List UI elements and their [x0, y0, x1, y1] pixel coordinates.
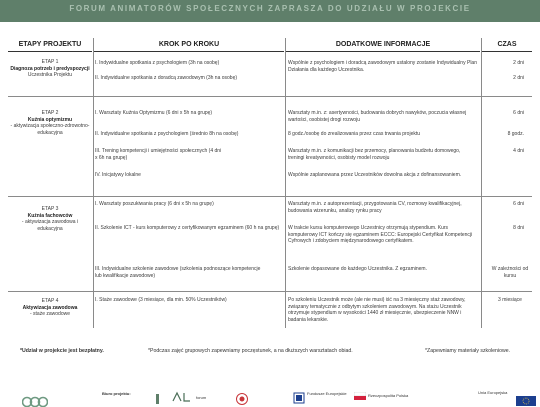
- red-emblem-icon: [236, 393, 248, 405]
- time-value: 6 dni: [513, 201, 524, 207]
- column-header-time: CZAS: [482, 38, 532, 52]
- stage-number: ETAP 2: [41, 110, 59, 116]
- column-header-stages: ETAPY PROJEKTU: [8, 38, 92, 52]
- stage-subtitle: - aktywizacja społeczno-zdrowotno- edukacyjna: [10, 123, 90, 136]
- info-text: Warsztaty m.in. z autoprezentacji, przygotowania CV, rozmowy kwalifikacyjnej, budowania wizerunku, analizy rynku pracy: [288, 201, 462, 214]
- row-separator: [8, 96, 532, 97]
- eu-funds-icon: [293, 392, 305, 404]
- step-text: II. Indywidualne spotkania z psychologiem (średnio 8h na osobę): [95, 131, 239, 137]
- rp-text: Rzeczpospolita Polska: [368, 393, 409, 398]
- footnote-materials: *Zapewniamy materiały szkoleniowe.: [425, 348, 511, 354]
- stage-3-cell: [10, 206, 90, 232]
- time-value: 6 dni: [513, 110, 524, 116]
- step-text: I. Staże zawodowe (3 miesiące, dla min. 50% Uczestników): [95, 297, 227, 303]
- info-text: Warsztaty m.in. z: asertywności, budowania dobrych nawyków, poczucia własnej wartości, osobistej drogi rozwoju: [288, 110, 467, 123]
- row-separator: [8, 196, 532, 197]
- polish-flag-icon: [354, 392, 366, 400]
- stage-title: Kuźnia optymizmu: [27, 116, 73, 123]
- info-text: 8 godz./osobę do zrealizowania przez czas trwania projektu: [288, 131, 421, 137]
- stage-number: ETAP 3: [41, 206, 59, 212]
- column-divider: [481, 38, 482, 328]
- eu-flag-icon: [516, 396, 536, 406]
- step-text: I. Warsztaty poszukiwania pracy (6 dni x 5h na grupę): [95, 201, 214, 207]
- time-value: 2 dni: [513, 60, 524, 66]
- stage-title: Diagnoza potrzeb i predyspozycji: [10, 65, 90, 72]
- eu-funds-text: Fundusze Europejskie: [307, 391, 347, 396]
- footnote-catering: *Podczas zajęć grupowych zapewniamy poczęstunek, a na dłuższych warsztatach obiad.: [148, 348, 353, 354]
- column-divider: [93, 38, 94, 328]
- stage-1-cell: [10, 59, 90, 79]
- info-text: W trakcie kursu komputerowego Uczestnicy otrzymują stypendium. Kurs komputerowy ICT kończy się egzaminem ECCC: Europejski Certyfikat Kompetencji Cyfrowych i zdobyciem międzynarodowego certyfikatem.: [288, 225, 473, 245]
- divider-bar-icon: [156, 394, 159, 404]
- stage-subtitle: Uczestnika Projektu: [27, 72, 73, 79]
- footnote-free: *Udział w projekcie jest bezpłatny.: [20, 348, 104, 354]
- step-text: III. Indywidualne szkolenie zawodowe (szkolenia podnoszące kompetencje lub kwalifikacje zawodowe): [95, 266, 261, 279]
- info-text: Wspólnie z psychologiem i doradcą zawodowym ustalony zostanie Indywidualny Plan Działania dla każdego Uczestnika.: [288, 60, 477, 73]
- banner-title: FORUM ANIMATORÓW SPOŁECZNYCH ZAPRASZA DO UDZIAŁU W PROJEKCIE: [69, 4, 471, 13]
- info-text: Szkolenie dopasowane do każdego Uczestnika. Z egzaminem.: [288, 266, 427, 272]
- stage-title: Kuźnia fachowców: [27, 212, 73, 219]
- info-text: Warsztaty m.in. z komunikacji bez przemocy, planowania budżetu domowego, treningi kreatywności, osobisty model rozwoju: [288, 148, 461, 161]
- forum-logo-icon: [172, 391, 194, 403]
- footnotes: [0, 348, 540, 358]
- stage-number: ETAP 4: [41, 298, 59, 304]
- step-text: IV. Inicjatywy lokalne: [95, 172, 141, 178]
- info-text: Wspólnie zaplanowana przez Uczestników dowolna akcja z dofinansowaniem.: [288, 172, 462, 178]
- time-value: W zależności od kursu: [491, 266, 529, 279]
- column-header-steps: KROK PO KROKU: [94, 38, 284, 52]
- stage-subtitle: - staże zawodowe: [29, 311, 71, 318]
- step-text: II. Szkolenie ICT - kurs komputerowy z certyfikowanym egzaminem (60 h na grupę): [95, 225, 280, 231]
- time-value: 4 dni: [513, 148, 524, 154]
- stage-4-cell: [10, 298, 90, 318]
- step-text: III. Trening kompetencji i umiejętności społecznych (4 dni x 6h na grupę): [95, 148, 222, 161]
- info-text: Po szkoleniu Uczestnik może (ale nie musi) iść na 3 miesięczny staż zawodowy, związany tematycznie z odbytym szkoleniem zawodowym. Na stażu Uczestnik otrzymuje stypendium w wysokości 1440 zł miesięcznie, ubezpieczenie NNW i badania lekarskie.: [288, 297, 466, 323]
- step-text: I. Warsztaty Kuźnia Optymizmu (6 dni x 5h na grupę): [95, 110, 213, 116]
- stage-2-cell: [10, 110, 90, 136]
- stage-title: Aktywizacja zawodowa: [22, 304, 78, 311]
- step-text: II. Indywidualne spotkania z doradcą zawodowym (3h na osobę): [95, 75, 238, 81]
- time-value: 8 dni: [513, 225, 524, 231]
- step-text: I. Indywidualne spotkania z psychologiem (3h na osobę): [95, 60, 220, 66]
- column-divider: [285, 38, 286, 328]
- time-value: 3 miesiące: [498, 297, 522, 303]
- row-separator: [8, 291, 532, 292]
- time-value: 2 dni: [513, 75, 524, 81]
- stage-number: ETAP 1: [41, 59, 59, 65]
- office-label: Biuro projektu:: [102, 391, 131, 396]
- logo-strip: [0, 388, 540, 407]
- column-header-info: DODATKOWE INFORMACJE: [286, 38, 480, 52]
- stage-subtitle: - aktywizacja zawodowa i edukacyjna: [21, 219, 79, 232]
- eu-text: Unia Europejska: [478, 390, 508, 395]
- partner-logo-icon: [22, 396, 48, 407]
- time-value: 8 godz.: [507, 131, 524, 137]
- forum-logo-text: forum: [196, 395, 207, 400]
